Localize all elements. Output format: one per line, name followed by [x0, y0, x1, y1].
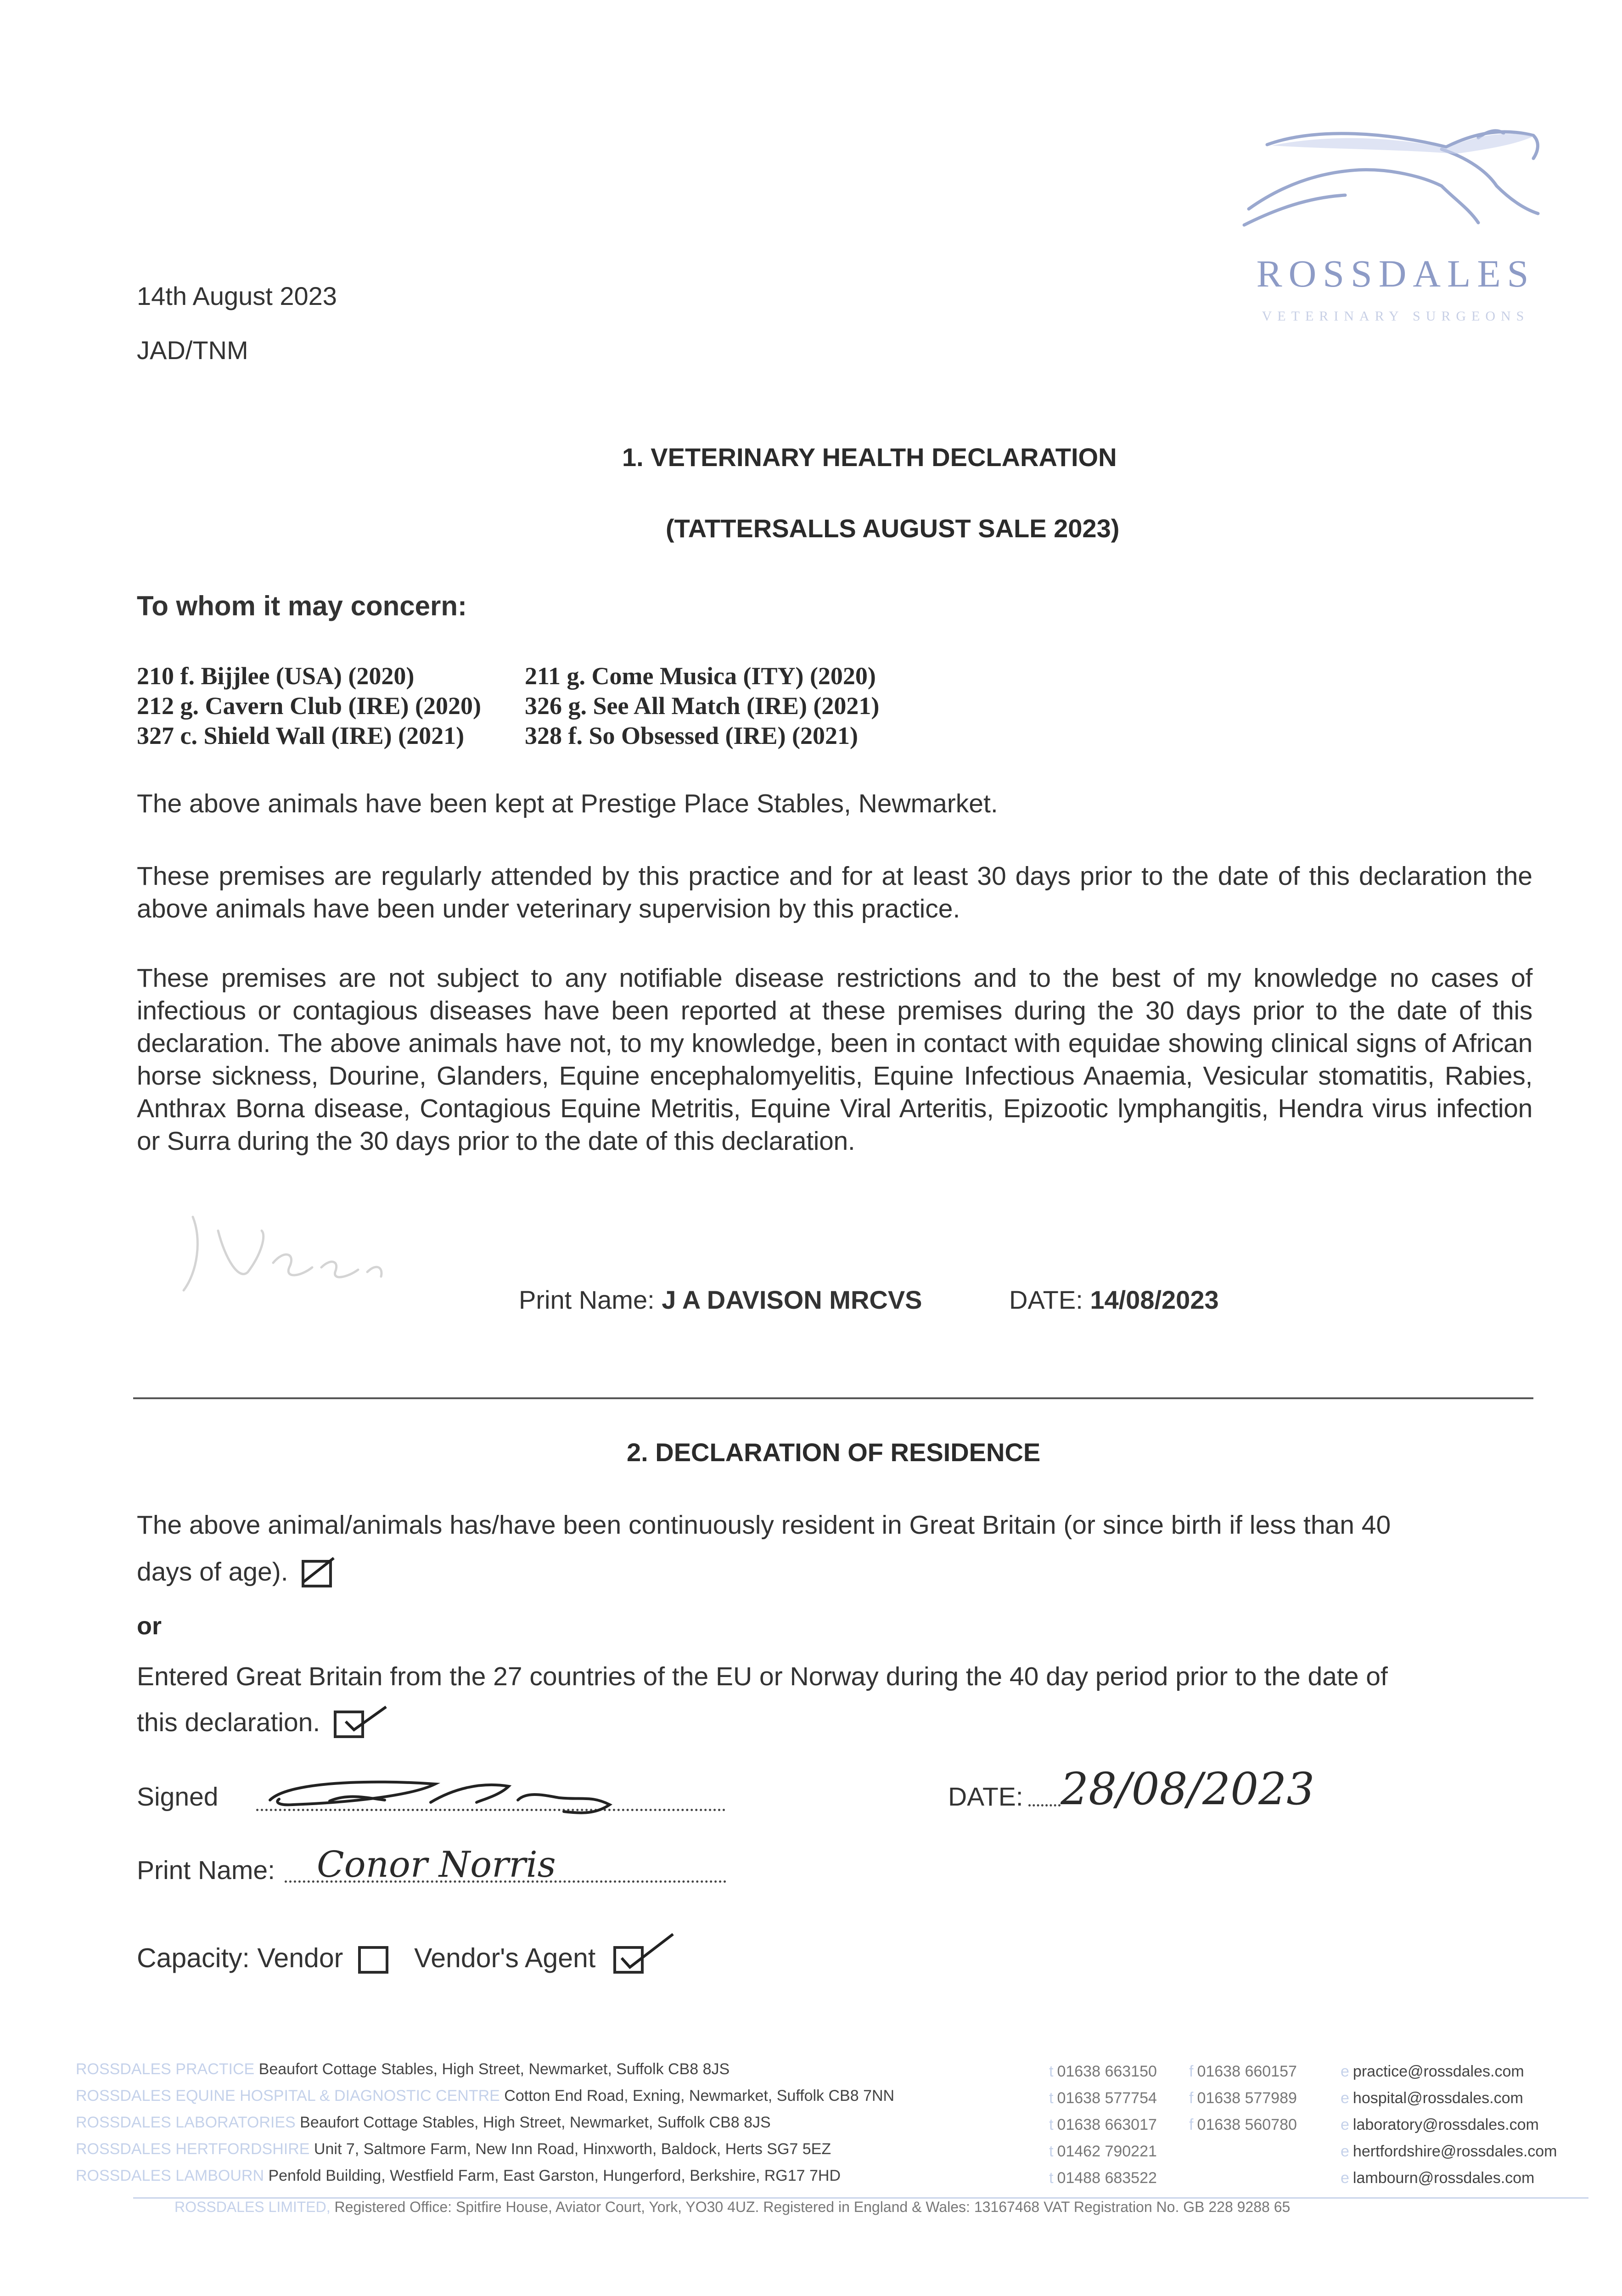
- footer-registered-label: ROSSDALES LIMITED,: [174, 2199, 331, 2215]
- footer-email[interactable]: e lambourn@rossdales.com: [1341, 2169, 1535, 2187]
- footer-phone: t 01638 577754: [1049, 2089, 1157, 2107]
- date-label: DATE:: [1009, 1285, 1083, 1314]
- footer-address-row: [76, 2060, 730, 2078]
- footer-email[interactable]: e hertfordshire@rossdales.com: [1341, 2143, 1557, 2160]
- handwritten-print-name: Conor Norris: [317, 1844, 556, 1885]
- brand-name: ROSSDALES: [1256, 253, 1535, 295]
- section2-date-label: DATE:: [948, 1782, 1023, 1812]
- option2-checkbox[interactable]: [334, 1711, 364, 1738]
- handwritten-date: 28/08/2023: [1061, 1763, 1315, 1815]
- paragraph-supervision: These premises are regularly attended by this practice and for at least 30 days prior to the date of this declaration the above animals have been under veterinary supervision by this practice.: [137, 861, 1532, 923]
- horse-entry: 211 g. Come Musica (ITY) (2020): [525, 662, 876, 690]
- option1-checkbox[interactable]: [302, 1560, 332, 1587]
- footer-registered-text: Registered Office: Spitfire House, Aviator Court, York, YO30 4UZ. Registered in England & Wales: 13167468 VAT Registration No. GB 228 9288 65: [334, 2199, 1291, 2215]
- footer-address-text: Cotton End Road, Exning, Newmarket, Suffolk CB8 7NN: [504, 2087, 895, 2105]
- horse-list: [137, 661, 879, 751]
- horse-entry: 210 f. Bijjlee (USA) (2020): [137, 662, 415, 690]
- vendor-agent-checkbox[interactable]: [613, 1946, 644, 1974]
- capacity-row: [137, 1942, 644, 1974]
- horse-row: [137, 721, 879, 751]
- footer-address-label: ROSSDALES HERTFORDSHIRE: [76, 2140, 310, 2158]
- option1-text-line2: days of age).: [137, 1557, 288, 1587]
- footer-fax: f 01638 560780: [1189, 2116, 1297, 2133]
- footer-address-row: [76, 2140, 831, 2158]
- horse-entry: 212 g. Cavern Club (IRE) (2020): [137, 692, 481, 720]
- horse-entry: 327 c. Shield Wall (IRE) (2021): [137, 722, 465, 749]
- footer-address-text: Beaufort Cottage Stables, High Street, Newmarket, Suffolk CB8 8JS: [258, 2060, 730, 2078]
- footer-phone: t 01638 663150: [1049, 2063, 1157, 2080]
- option2-text-line2: this declaration.: [137, 1708, 320, 1737]
- footer-email[interactable]: e practice@rossdales.com: [1341, 2063, 1524, 2080]
- horse-entry: 326 g. See All Match (IRE) (2021): [525, 692, 880, 720]
- paragraph-disease: These premises are not subject to any notifiable disease restrictions and to the best of my knowledge no cases of infectious or contagious diseases have been reported at these premises during the 30 days prior to the date of this declaration. The above animals have not, to my knowledge, been in contact with equidae showing clinical signs of African horse sickness, Dourine, Glanders, Equine encephalomyelitis, Equine Infectious Anaemia, Vesicular stomatitis, Rabies, Anthrax Borna disease, Contagious Equine Metritis, Equine Viral Arteritis, Epizootic lymphangitis, Hendra virus infection or Surra during the 30 days prior to the date of this declaration.: [137, 963, 1532, 1156]
- horse-entry: 328 f. So Obsessed (IRE) (2021): [525, 722, 859, 749]
- section1-title: 1. VETERINARY HEALTH DECLARATION: [622, 443, 1117, 472]
- signature-field[interactable]: [256, 1782, 725, 1814]
- letter-date: 14th August 2023: [137, 281, 337, 310]
- footer-address-row: [76, 2114, 771, 2132]
- footer-address-row: [76, 2087, 894, 2105]
- footer-phone: t 01462 790221: [1049, 2143, 1157, 2160]
- signed-label: Signed: [137, 1782, 219, 1812]
- date-value: 14/08/2023: [1090, 1285, 1219, 1314]
- or-separator: or: [137, 1612, 162, 1640]
- footer-address-row: [76, 2167, 841, 2185]
- vendor-agent-label: Vendor's Agent: [414, 1943, 596, 1973]
- vet-print-name: [519, 1285, 922, 1315]
- print-name-label: Print Name:: [519, 1285, 655, 1314]
- section1-subtitle: (TATTERSALLS AUGUST SALE 2023): [666, 514, 1120, 543]
- horse-row: [137, 661, 879, 691]
- footer-email[interactable]: e hospital@rossdales.com: [1341, 2089, 1523, 2107]
- print-name-value: J A DAVISON MRCVS: [662, 1285, 922, 1314]
- horse-logo-icon: [1240, 117, 1552, 250]
- option1-text-line1: The above animal/animals has/have been continuously resident in Great Britain (or since birth if less than 40: [137, 1510, 1391, 1540]
- vet-date: [1009, 1285, 1219, 1315]
- footer-address-text: Beaufort Cottage Stables, High Street, Newmarket, Suffolk CB8 8JS: [300, 2114, 771, 2131]
- footer-address-text: Penfold Building, Westfield Farm, East Garston, Hungerford, Berkshire, RG17 7HD: [268, 2167, 841, 2184]
- footer-address-text: Unit 7, Saltmore Farm, New Inn Road, Hinxworth, Baldock, Herts SG7 5EZ: [314, 2140, 831, 2158]
- section-divider: [133, 1397, 1533, 1399]
- footer-fax: f 01638 577989: [1189, 2089, 1297, 2107]
- rossdales-logo: [1240, 117, 1552, 250]
- footer-address-label: ROSSDALES LABORATORIES: [76, 2114, 296, 2131]
- option1-line2: [137, 1557, 332, 1587]
- option2-line2: [137, 1707, 364, 1738]
- brand-subtitle: VETERINARY SURGEONS: [1262, 309, 1530, 324]
- footer-address-label: ROSSDALES PRACTICE: [76, 2060, 255, 2078]
- horse-row: [137, 691, 879, 721]
- option2-text-line1: Entered Great Britain from the 27 countries of the EU or Norway during the 40 day period prior to the date of: [137, 1662, 1388, 1691]
- vendor-checkbox[interactable]: [358, 1946, 388, 1974]
- capacity-vendor-label: Capacity: Vendor: [137, 1943, 343, 1973]
- section2-title: 2. DECLARATION OF RESIDENCE: [627, 1438, 1041, 1467]
- footer-address-label: ROSSDALES EQUINE HOSPITAL & DIAGNOSTIC CENTRE: [76, 2087, 500, 2105]
- footer-email[interactable]: e laboratory@rossdales.com: [1341, 2116, 1539, 2133]
- footer-phone: t 01488 683522: [1049, 2169, 1157, 2187]
- paragraph-premises: The above animals have been kept at Prestige Place Stables, Newmarket.: [137, 789, 998, 818]
- section2-date-field[interactable]: [1028, 1763, 1315, 1815]
- footer-address-label: ROSSDALES LAMBOURN: [76, 2167, 264, 2184]
- footer-registered: [174, 2199, 1290, 2216]
- letter-reference: JAD/TNM: [137, 336, 248, 365]
- vet-signature: [174, 1203, 413, 1311]
- salutation: To whom it may concern:: [137, 591, 467, 621]
- footer-fax: f 01638 660157: [1189, 2063, 1297, 2080]
- footer-phone: t 01638 663017: [1049, 2116, 1157, 2133]
- section2-print-name-label: Print Name:: [137, 1856, 275, 1885]
- section2-print-name-field[interactable]: [285, 1846, 726, 1887]
